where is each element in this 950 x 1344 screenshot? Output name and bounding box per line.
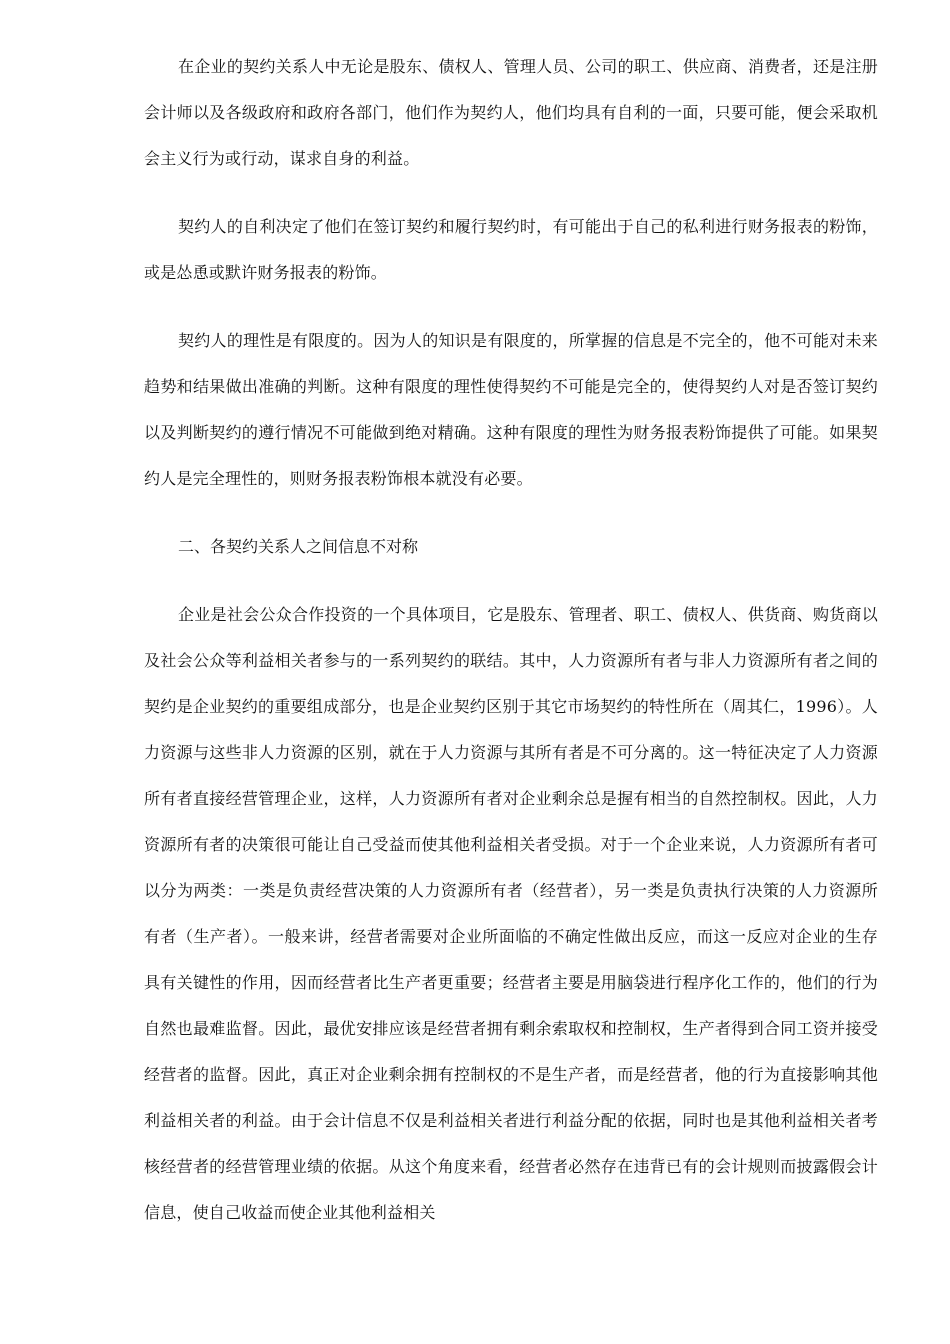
section-heading: 二、各契约关系人之间信息不对称 bbox=[178, 537, 419, 556]
paragraph-3: 契约人的理性是有限度的。因为人的知识是有限度的，所掌握的信息是不完全的，他不可能对未来趋势和结果做出准确的判断。这种有限度的理性使得契约不可能是完全的，使得契约人对是否签订契约以及判断契约的遵行情况不可能做到绝对精确。这种有限度的理性为财务报表粉饰提供了可能。如果契约人是完全理性的，则财务报表粉饰根本就没有必要。 bbox=[144, 331, 878, 488]
paragraph-2: 契约人的自利决定了他们在签订契约和履行契约时，有可能出于自己的私利进行财务报表的粉饰，或是怂恿或默许财务报表的粉饰。 bbox=[144, 217, 878, 282]
document-body bbox=[144, 44, 878, 1258]
paragraph-1: 在企业的契约关系人中无论是股东、债权人、管理人员、公司的职工、供应商、消费者，还是注册会计师以及各级政府和政府各部门，他们作为契约人，他们均具有自利的一面，只要可能，便会采取机会主义行为或行动，谋求自身的利益。 bbox=[144, 57, 878, 168]
paragraph-4: 企业是社会公众合作投资的一个具体项目，它是股东、管理者、职工、债权人、供货商、购货商以及社会公众等利益相关者参与的一系列契约的联结。其中，人力资源所有者与非人力资源所有者之间的契约是企业契约的重要组成部分，也是企业契约区别于其它市场契约的特性所在（周其仁，1996）。人力资源与这些非人力资源的区别，就在于人力资源与其所有者是不可分离的。这一特征决定了人力资源所有者直接经营管理企业，这样，人力资源所有者对企业剩余总是握有相当的自然控制权。因此，人力资源所有者的决策很可能让自己受益而使其他利益相关者受损。对于一个企业来说，人力资源所有者可以分为两类：一类是负责经营决策的人力资源所有者（经营者），另一类是负责执行决策的人力资源所有者（生产者）。一般来讲，经营者需要对企业所面临的不确定性做出反应，而这一反应对企业的生存具有关键性的作用，因而经营者比生产者更重要；经营者主要是用脑袋进行程序化工作的，他们的行为自然也最难监督。因此，最优安排应该是经营者拥有剩余索取权和控制权，生产者得到合同工资并接受经营者的监督。因此，真正对企业剩余拥有控制权的不是生产者，而是经营者，他的行为直接影响其他利益相关者的利益。由于会计信息不仅是利益相关者进行利益分配的依据，同时也是其他利益相关者考核经营者的经营管理业绩的依据。从这个角度来看，经营者必然存在违背已有的会计规则而披露假会计信息，使自己收益而使企业其他利益相关 bbox=[144, 605, 878, 1222]
